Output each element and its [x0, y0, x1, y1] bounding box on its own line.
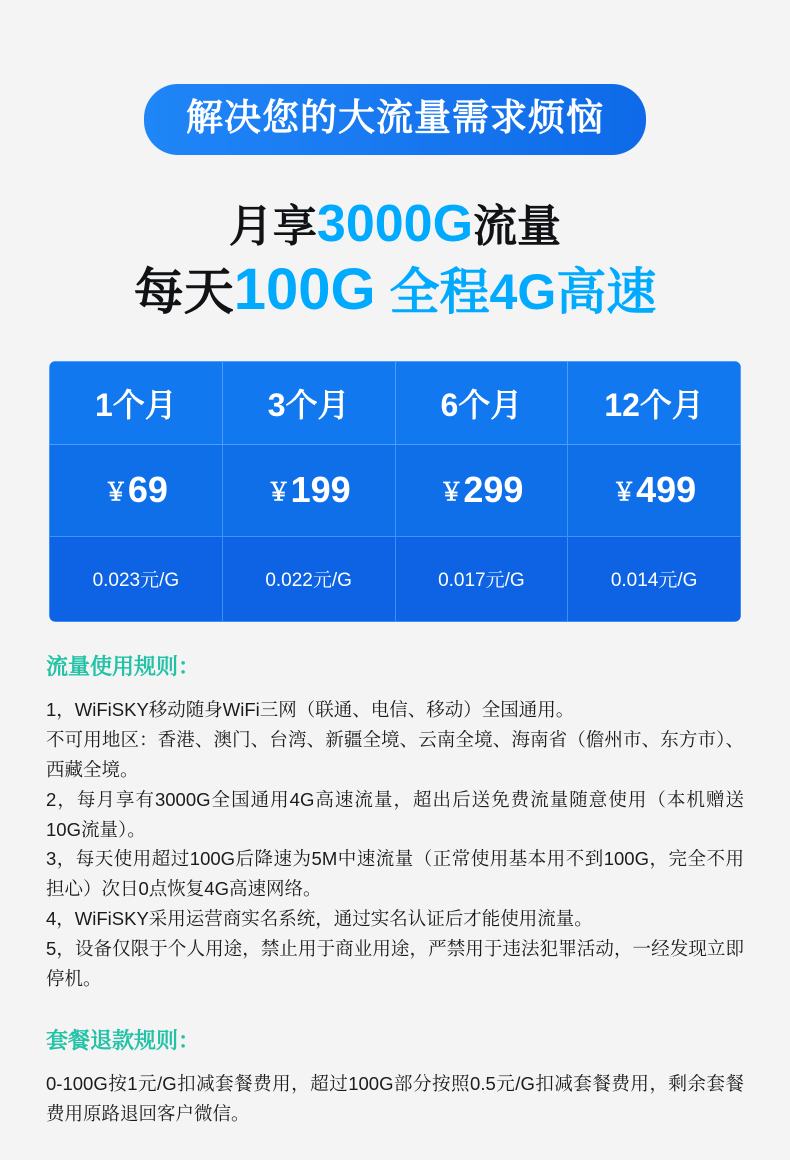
plan-unit-price-cell: 0.023元/G: [50, 536, 223, 621]
pricing-table-price-row: [50, 444, 741, 536]
currency-symbol: ￥: [266, 479, 291, 507]
refund-rules-body: [46, 1069, 744, 1129]
claim-line-2-text: 全程4G高速: [389, 263, 657, 320]
plan-price-cell[interactable]: [222, 444, 395, 536]
usage-rules-section: [46, 650, 744, 995]
usage-rule-item: 5，设备仅限于个人用途，禁止用于商业用途，严禁用于违法犯罪活动，一经发现立即停机。: [46, 938, 744, 990]
pricing-table: [49, 361, 741, 622]
pricing-table-unit-row: [50, 536, 741, 621]
plan-duration-cell[interactable]: 12个月: [568, 361, 741, 444]
usage-rule-item: 1，WiFiSKY移动随身WiFi三网（联通、电信、移动）全国通用。: [46, 698, 575, 720]
plan-price-cell[interactable]: [568, 444, 741, 536]
claim-line-2-gap: [376, 264, 390, 320]
claim-line-1-prefix: 月享: [228, 202, 317, 252]
claim-line-2-prefix: 每天: [133, 263, 234, 320]
plan-price-value: 299: [463, 469, 524, 511]
refund-rules-title: 套餐退款规则：: [46, 1028, 201, 1054]
claim-line-1-suffix: 流量: [473, 202, 562, 252]
usage-rule-item: 不可用地区：香港、澳门、台湾、新疆全境、云南全境、海南省（儋州市、东方市）、西藏全境。: [46, 728, 744, 780]
claim-line-2-number: 100G: [233, 256, 376, 322]
plan-duration-cell[interactable]: 6个月: [395, 361, 568, 444]
refund-rule-item: 0-100G按1元/G扣减套餐费用，超过100G部分按照0.5元/G扣减套餐费用，剩余套餐费用原路退回客户微信。: [46, 1073, 744, 1125]
plan-unit-price-cell: 0.017元/G: [395, 536, 568, 621]
plan-price-cell[interactable]: [395, 444, 568, 536]
currency-symbol: ￥: [439, 479, 464, 507]
headline-banner: 解决您的大流量需求烦恼: [144, 84, 646, 155]
claim-line-1-highlight: 3000G: [316, 195, 474, 254]
pricing-table-wrap: [49, 361, 741, 622]
usage-rule-item: 3，每天使用超过100G后降速为5M中速流量（正常使用基本用不到100G，完全不用担心）次日0点恢复4G高速网络。: [46, 848, 744, 900]
pricing-table-header-row: [50, 361, 741, 444]
headline-banner-wrap: [0, 0, 790, 155]
plan-price-value: 499: [636, 469, 697, 511]
plan-duration-cell[interactable]: 3个月: [222, 361, 395, 444]
refund-rules-section: [46, 1024, 744, 1129]
plan-unit-price-cell: 0.022元/G: [222, 536, 395, 621]
claim-block: [0, 195, 790, 322]
usage-rules-body: [46, 695, 744, 995]
plan-duration-cell[interactable]: 1个月: [50, 361, 223, 444]
currency-symbol: ￥: [103, 479, 128, 507]
plan-unit-price-cell: 0.014元/G: [568, 536, 741, 621]
plan-price-value: 69: [127, 469, 168, 511]
usage-rule-item: 2，每月享有3000G全国通用4G高速流量，超出后送免费流量随意使用（本机赠送10G流量）。: [46, 788, 744, 840]
currency-symbol: ￥: [612, 479, 637, 507]
plan-price-value: 199: [290, 469, 351, 511]
claim-line-1: [0, 195, 790, 253]
usage-rule-item: 4，WiFiSKY采用运营商实名系统，通过实名认证后才能使用流量。: [46, 908, 593, 930]
plan-price-cell[interactable]: [50, 444, 223, 536]
claim-line-2: [0, 258, 790, 323]
usage-rules-title: 流量使用规则：: [46, 653, 201, 679]
